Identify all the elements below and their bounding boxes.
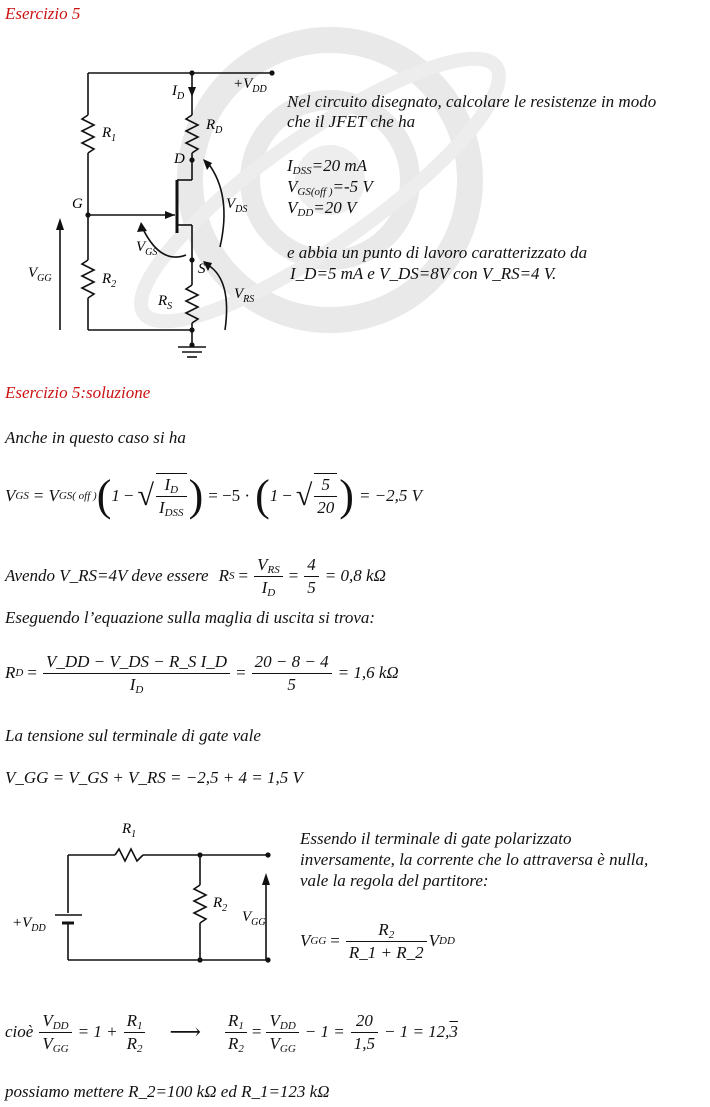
rs-equation: Avendo V_RS=4V deve essere R S = $\frac{V_{RS}}{I_D}$ = $\frac{4}{5}$ = 0,8 kΩ [5, 554, 386, 599]
vrs-label: $V_{RS}$ [234, 286, 255, 305]
c2-r1-label: $R_1$ [122, 821, 137, 840]
partitore-line-1: Essendo il terminale di gate polarizzato [300, 829, 572, 848]
problem-line-3: e abbia un punto di lavoro caratterizzato da [287, 243, 588, 262]
voltage-divider-diagram [10, 815, 295, 970]
d-label: D [174, 151, 185, 167]
c2-vgg-label: $V_{GG}$ [242, 909, 266, 928]
c2-vdd-label: $+V_{DD}$ [12, 915, 46, 934]
s-label: S [198, 261, 206, 277]
gate-text: La tensione sul terminale di gate vale [5, 726, 261, 745]
r2-label: $R_2$ [102, 271, 117, 290]
vgg-label: $V_{GG}$ [28, 265, 52, 284]
vds-label: $V_{DS}$ [226, 196, 248, 215]
r1-label: $R_1$ [102, 125, 117, 144]
ratio-equation: cioè $\frac{V_{DD}}{V_{GG}}$ = 1 + $\frac{R_1}{R_2}$ ⟶ $\frac{R_1}{R_2}$ = $\frac{V_{DD}}{V_{GG}}$ − 1 = $\frac{20}{1,5}$ − 1 = 12, 3 [5, 1010, 458, 1055]
rd-equation: R D = $\frac{\text{V\_DD − V\_DS − R\_S I\_D}}{I_D}$ = $\frac{20 - 8 - 4}{5}$ = 1,6 kΩ [5, 651, 399, 696]
vgsoff-spec: $V_{GS(off )}=-5$ V [287, 177, 373, 198]
vgs-equation: V GS = V GS( off ) ( 1 − √ $\frac{I_D}{I_{DSS}}$ ) = −5 · ( 1 − √ $\frac{5}{20}$ ) = −2,5 V [5, 471, 423, 520]
exercise-title: Esercizio 5 [5, 4, 81, 23]
partitore-equation: V GG = $\frac{R_2}{R\_1 + R\_2}$ V DD [300, 919, 455, 962]
vgg-equation: V_GG = V_GS + V_RS = −2,5 + 4 = 1,5 V [5, 768, 303, 787]
vgs-label: $V_{GS}$ [136, 239, 158, 258]
vdd-spec: $V_{DD}=20$ V [287, 198, 357, 219]
problem-line-1: Nel circuito disegnato, calcolare le resistenze in modo [287, 92, 657, 111]
partitore-line-3: vale la regola del partitore: [300, 871, 489, 890]
g-label: G [72, 196, 83, 212]
rd-label: $R_D$ [206, 117, 223, 136]
c2-r2-label: $R_2$ [213, 895, 228, 914]
rs-label: $R_S$ [158, 293, 173, 312]
problem-line-2: che il JFET che ha [287, 112, 416, 131]
jfet-circuit-diagram [20, 55, 290, 365]
problem-line-4: I_D=5 mA e V_DS=8V con V_RS=4 V. [290, 264, 557, 283]
solution-title: Esercizio 5:soluzione [5, 383, 151, 402]
idss-spec: $I_{DSS}=20$ mA [287, 156, 368, 177]
intro-text: Anche in questo caso si ha [5, 428, 186, 447]
id-label: $I_D$ [172, 83, 185, 102]
eseguendo-text: Eseguendo l’equazione sulla maglia di uscita si trova: [5, 608, 376, 627]
final-text: possiamo mettere R_2=100 kΩ ed R_1=123 kΩ [5, 1082, 330, 1101]
partitore-line-2: inversamente, la corrente che lo attraversa è nulla, [300, 850, 649, 869]
vdd-label: $+V_{DD}$ [233, 76, 267, 95]
